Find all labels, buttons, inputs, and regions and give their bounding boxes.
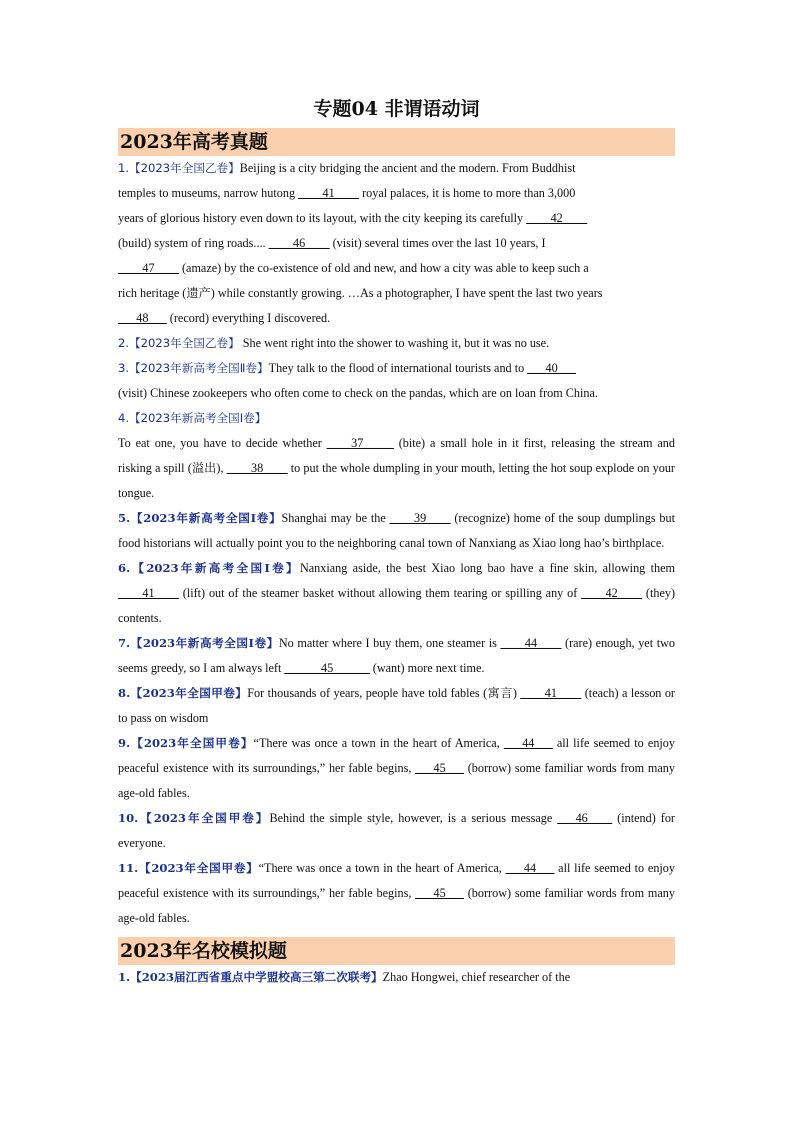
question-text: (teach) a lesson or to pass on wisdom <box>118 686 675 725</box>
question-text: temples to museums, narrow hutong <box>118 186 299 200</box>
blank-45[interactable]: ______45______ <box>284 661 370 675</box>
blank-46[interactable]: ____46____ <box>268 236 330 250</box>
question-text: “There was once a town in the heart of America, <box>253 736 504 750</box>
question-text: “There was once a town in the heart of America, <box>258 861 506 875</box>
question-6 <box>118 556 675 631</box>
question-text: (amaze) by the co-existence of old and new, and how a city was able to keep such a <box>178 261 589 275</box>
question-source: 11.【2023年全国甲卷】 <box>118 861 259 875</box>
blank-44[interactable]: ____44____ <box>500 636 562 650</box>
blank-39[interactable]: ____39____ <box>389 511 451 525</box>
blank-41[interactable]: ____41____ <box>118 586 179 600</box>
question-source: 5.【2023年新高考全国Ⅰ卷】 <box>118 511 282 525</box>
blank-44[interactable]: ___44___ <box>505 861 555 875</box>
blank-41[interactable]: ____41____ <box>520 686 582 700</box>
question-source: 9.【2023年全国甲卷】 <box>118 736 254 750</box>
question-text: To eat one, you have to decide whether <box>118 436 327 450</box>
question-source: 1.【2023年全国乙卷】 <box>118 161 240 175</box>
question-source: 7.【2023年新高考全国Ⅰ卷】 <box>118 636 279 650</box>
question-source: 4.【2023年新高考全国Ⅰ卷】 <box>118 411 267 425</box>
question-source: 1.【2023届江西省重点中学盟校高三第二次联考】 <box>118 970 383 984</box>
question-text: (borrow) some familiar words from many age-old fables. <box>118 886 675 925</box>
question-10 <box>118 806 675 856</box>
question-text: Beijing is a city bridging the ancient and the modern. From Buddhist <box>239 161 576 175</box>
question-11 <box>118 856 675 931</box>
question-text: (record) everything I discovered. <box>166 311 331 325</box>
question-7 <box>118 631 675 681</box>
page-content <box>118 96 675 990</box>
blank-46[interactable]: ___46____ <box>557 811 613 825</box>
question-9 <box>118 731 675 806</box>
section-header-mock: 2023年名校模拟题 <box>118 937 675 965</box>
question-text: They talk to the flood of international tourists and to <box>268 361 528 375</box>
question-4-source <box>118 406 675 431</box>
blank-44[interactable]: ___44___ <box>503 736 553 750</box>
question-text: (want) more next time. <box>369 661 485 675</box>
question-text: She went right into the shower to washing it, but it was no use. <box>239 336 550 350</box>
question-2 <box>118 331 675 356</box>
question-5 <box>118 506 675 556</box>
question-text: Shanghai may be the <box>281 511 390 525</box>
blank-48[interactable]: ___48___ <box>118 311 167 325</box>
blank-42[interactable]: ____42____ <box>526 211 588 225</box>
question-source: 10.【2023年全国甲卷】 <box>118 811 270 825</box>
question-text: (bite) a small hole in it first, releasing the stream and risking a spill (溢出), <box>118 436 675 475</box>
question-text: to put the whole dumpling in your mouth, letting the hot soup explode on your tongue. <box>118 461 675 500</box>
question-text: (intend) for everyone. <box>118 811 675 850</box>
question-text: For thousands of years, people have told fables (寓言) <box>247 686 521 700</box>
blank-42[interactable]: ____42____ <box>581 586 643 600</box>
question-text: (lift) out of the steamer basket without allowing them tearing or spilling any of <box>178 586 582 600</box>
question-text: (visit) several times over the last 10 years, I <box>329 236 546 250</box>
blank-38[interactable]: ____38____ <box>226 461 288 475</box>
question-source: 8.【2023年全国甲卷】 <box>118 686 248 700</box>
blank-45[interactable]: ___45___ <box>415 886 464 900</box>
question-text: all life seemed to enjoy peaceful existence with its surroundings,” her fable begins, <box>118 736 675 775</box>
blank-41[interactable]: ____41____ <box>298 186 360 200</box>
blank-37[interactable]: ____37_____ <box>326 436 394 450</box>
question-source: 2.【2023年全国乙卷】 <box>118 336 240 350</box>
blank-45[interactable]: ___45___ <box>415 761 464 775</box>
question-source: 3.【2023年新高考全国Ⅱ卷】 <box>118 361 269 375</box>
question-text: (recognize) home of the soup dumplings but food historians will actually point you to the neighboring canal town of Nanxiang as Xiao long hao’s birthplace. <box>118 511 675 550</box>
question-text: years of glorious history even down to its layout, with the city keeping its carefully <box>118 211 527 225</box>
question-text: (visit) Chinese zookeepers who often come to check on the pandas, which are on loan from China. <box>118 386 598 400</box>
question-text: all life seemed to enjoy peaceful existence with its surroundings,” her fable begins, <box>118 861 675 900</box>
question-text: No matter where I buy them, one steamer is <box>278 636 501 650</box>
question-1 <box>118 156 675 331</box>
question-text: (borrow) some familiar words from many age-old fables. <box>118 761 675 800</box>
question-text: (build) system of ring roads.... <box>118 236 269 250</box>
question-source: 6.【2023年新高考全国Ⅰ卷】 <box>118 561 300 575</box>
question-text: Zhao Hongwei, chief researcher of the <box>382 970 571 984</box>
question-8 <box>118 681 675 731</box>
blank-40[interactable]: ___40___ <box>527 361 576 375</box>
page-title: 专题04 非谓语动词 <box>313 98 480 120</box>
question-text: rich heritage (遗产) while constantly growing. …As a photographer, I have spent the last two years <box>118 286 603 300</box>
question-3 <box>118 356 675 406</box>
blank-47[interactable]: ____47____ <box>118 261 179 275</box>
question-text: (they) contents. <box>118 586 676 625</box>
question-text: (rare) enough, yet two seems greedy, so I am always left <box>118 636 675 675</box>
question-text: royal palaces, it is home to more than 3,000 <box>359 186 576 200</box>
question-text: Nanxiang aside, the best Xiao long bao have a fine skin, allowing them <box>299 561 675 575</box>
mock-question-1 <box>118 965 675 990</box>
question-4 <box>118 431 675 506</box>
question-text: Behind the simple style, however, is a serious message <box>269 811 558 825</box>
section-header-exam: 2023年高考真题 <box>118 128 675 156</box>
